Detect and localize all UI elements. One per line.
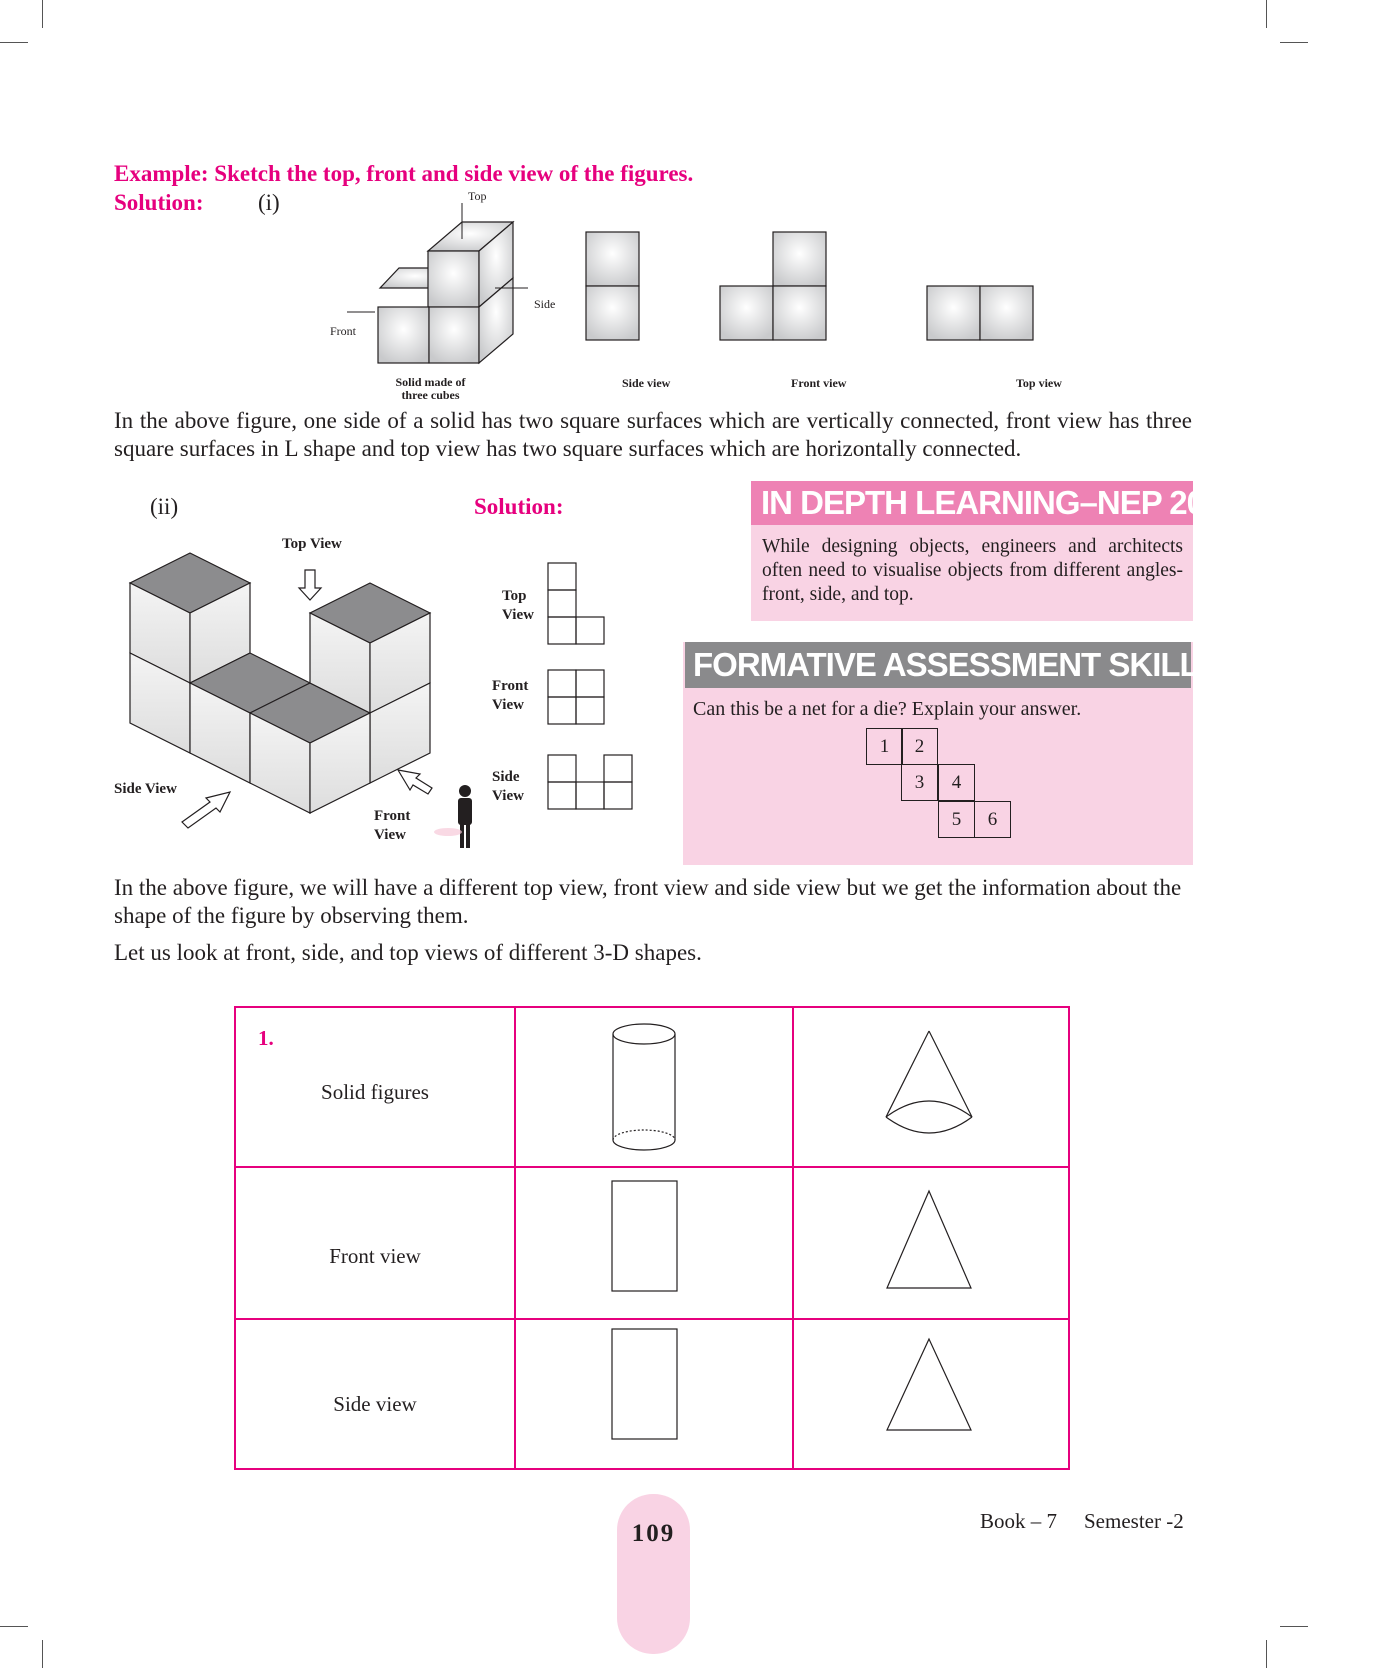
table-hline — [236, 1318, 1068, 1320]
solid-caption-line2: three cubes — [401, 388, 460, 402]
top-view-caption: Top view — [1016, 376, 1062, 390]
sol-front-square — [576, 670, 604, 697]
fig2-top-view-label: Top View — [282, 536, 342, 552]
sol-side-square — [548, 782, 576, 809]
figure-isometric-blocks — [120, 540, 500, 860]
sol-side-square — [576, 782, 604, 809]
fig1-side-label: Side — [534, 297, 556, 311]
front-view-arrow — [398, 770, 432, 794]
top-view-square — [927, 286, 980, 340]
top-view-arrow — [299, 570, 321, 600]
table-vline — [792, 1008, 794, 1468]
page-number: 109 — [631, 1520, 676, 1547]
crop-mark — [1266, 1640, 1267, 1668]
sol-top-square — [548, 590, 576, 617]
part-i-label: (i) — [258, 190, 280, 215]
net-cell-3: 3 — [901, 764, 938, 801]
front-view-square — [773, 232, 826, 286]
crop-mark — [1280, 1626, 1308, 1627]
cube-face — [378, 307, 429, 363]
sol-side-line2: View — [492, 788, 524, 804]
crop-mark — [1280, 42, 1308, 43]
in-depth-title: IN DEPTH LEARNING–NEP 2020 — [751, 481, 1193, 525]
sol-front-square — [548, 697, 576, 724]
row-label-side: Side view — [333, 1392, 417, 1416]
cylinder-front-view — [610, 1178, 682, 1298]
cube-face — [428, 251, 479, 307]
sol-front-square — [548, 670, 576, 697]
row-label-front: Front view — [329, 1244, 421, 1268]
solution-label: Solution: — [114, 190, 204, 215]
sol-top-square — [576, 617, 604, 644]
crop-mark — [0, 42, 28, 43]
sol-top-square — [548, 617, 576, 644]
fig2-front-line2: View — [374, 827, 406, 843]
sol-front-view-label — [492, 677, 528, 715]
sol-top-square — [548, 563, 576, 590]
paragraph-3: Let us look at front, side, and top views of different 3-D shapes. — [114, 940, 702, 965]
formative-panel — [683, 642, 1379, 865]
in-depth-panel — [751, 481, 1239, 621]
fig2-side-view-label: Side View — [114, 781, 177, 797]
crop-mark — [0, 1626, 28, 1627]
net-cell-4: 4 — [938, 764, 975, 801]
cone-side-view — [881, 1331, 981, 1446]
sol-side-line1: Side — [492, 769, 520, 785]
table-hline — [236, 1166, 1068, 1168]
solid-caption-line1: Solid made of — [395, 375, 466, 389]
sol-top-line2: View — [502, 607, 534, 623]
front-view-square — [720, 286, 773, 340]
paragraph-2: In the above figure, we will have a different top view, front view and side view but we get the information about the shape of the figure by observing them. — [114, 875, 1182, 928]
sol-front-line2: View — [492, 697, 524, 713]
cone-front-view — [881, 1183, 981, 1298]
net-cell-2: 2 — [901, 728, 938, 765]
fig2-front-line1: Front — [374, 808, 411, 824]
example-title: Example: Sketch the top, front and side view of the figures. — [114, 161, 694, 186]
cylinder-side-view — [610, 1326, 682, 1446]
sol-top-line1: Top — [502, 588, 527, 604]
fig2-front-view-label — [374, 807, 410, 845]
in-depth-text: While designing objects, engineers and architects often need to visualise objects from different angles-front, side, and top. — [762, 536, 1183, 605]
side-view-caption: Side view — [622, 376, 671, 390]
top-view-square — [980, 286, 1033, 340]
crop-mark — [42, 0, 43, 28]
sol-top-view-label — [502, 587, 534, 625]
sol-front-line1: Front — [492, 678, 529, 694]
paragraph-1: In the above figure, one side of a solid has two square surfaces which are vertically connected, front view has three square surfaces in L shape and top view has two square surfaces which are horizontally connected. — [114, 408, 1192, 461]
formative-title: FORMATIVE ASSESSMENT SKILLS–NEP 2020 — [685, 642, 1191, 688]
formative-question: Can this be a net for a die? Explain your answer. — [693, 698, 1082, 720]
footer-semester: Semester -2 — [1084, 1509, 1184, 1533]
side-view-square — [586, 286, 639, 340]
fig1-top-label: Top — [468, 189, 487, 203]
side-view-square — [586, 232, 639, 286]
sol-side-square — [548, 755, 576, 782]
sol-side-square — [604, 755, 632, 782]
footer-book: Book – 7 — [980, 1509, 1058, 1533]
net-cell-6: 6 — [974, 801, 1011, 838]
crop-mark — [42, 1640, 43, 1668]
cone-shape — [881, 1023, 981, 1148]
row-label-solid: Solid figures — [321, 1080, 429, 1104]
table-vline — [514, 1008, 516, 1468]
page-number-tab — [617, 1494, 690, 1654]
fig1-front-label: Front — [330, 324, 357, 338]
sol-side-view-label — [492, 768, 524, 806]
net-cell-1: 1 — [866, 728, 903, 765]
cylinder-shape — [611, 1018, 683, 1158]
front-view-square — [773, 286, 826, 340]
front-view-caption: Front view — [791, 376, 847, 390]
views-table — [234, 1006, 1070, 1470]
person-icon — [434, 785, 472, 848]
sol-side-square — [604, 782, 632, 809]
table-number: 1. — [258, 1026, 274, 1050]
part-ii-label: (ii) — [150, 494, 179, 519]
solution-views-drawing — [540, 560, 640, 810]
sol-front-square — [576, 697, 604, 724]
cube-face — [429, 307, 479, 363]
solution-2-label: Solution: — [474, 494, 564, 519]
side-view-arrow — [182, 792, 230, 828]
net-cell-5: 5 — [938, 801, 975, 838]
crop-mark — [1266, 0, 1267, 28]
solid-caption — [378, 376, 483, 402]
